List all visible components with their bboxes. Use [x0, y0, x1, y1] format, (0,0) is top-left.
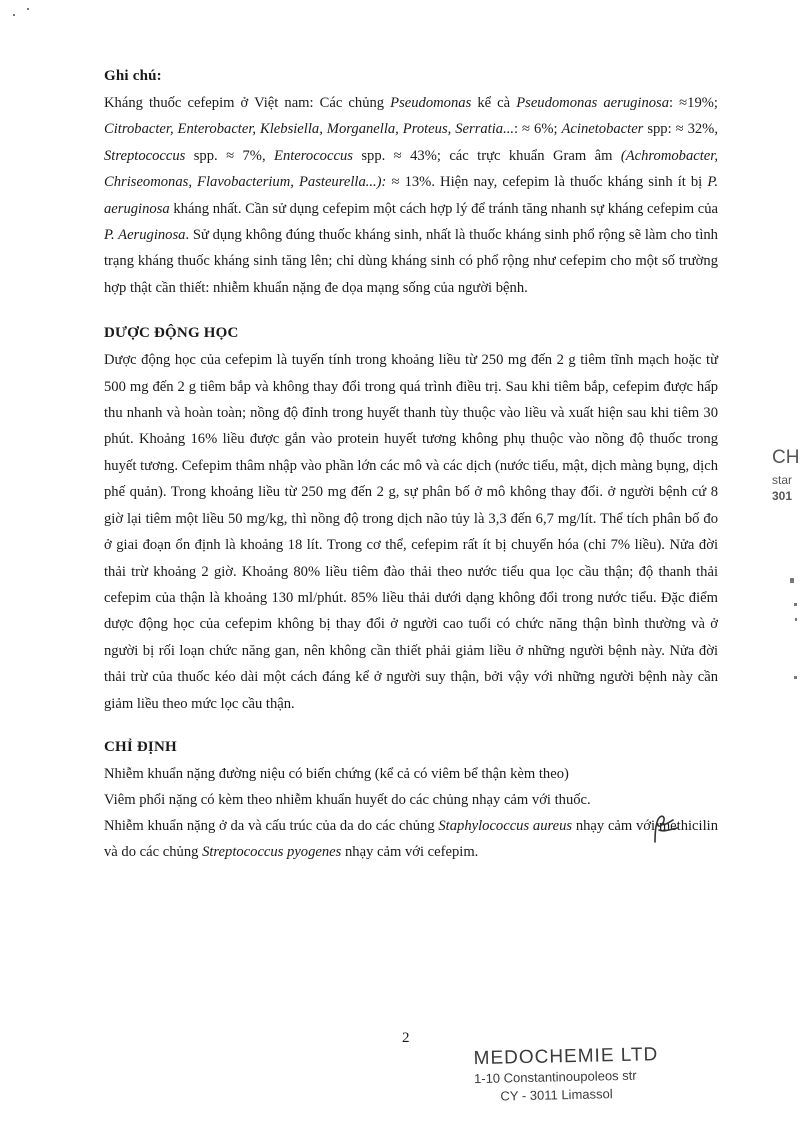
main-content [104, 68, 718, 866]
scan-speck [13, 14, 15, 16]
scan-speck [27, 8, 29, 10]
note-heading: Ghi chú: [104, 68, 162, 84]
side-stamp-line: star [772, 473, 793, 487]
note-paragraph: Kháng thuốc cefepim ở Việt nam: Các chủng Pseudomonas kể cà Pseudomonas aeruginosa: ≈19%; Citrobacter, Enterobacter, Klebsiella, Morganella, Proteus, Serratia...: ≈ 6%; Acinetobacter spp: ≈ 32%, Streptococcus spp. ≈ 7%, Enterococcus spp. ≈ 43%; các trực khuẩn Gram âm (Achromobacter, Chriseomonas, Flavobacterium, Pasteurella...): ≈ 13%. Hiện nay, cefepim là thuốc kháng sinh ít bị P. aeruginosa kháng nhất. Cần sử dụng cefepim một cách hợp lý để tránh tăng nhanh sự kháng cefepim của P. Aeruginosa. Sử dụng không đúng thuốc kháng sinh, nhất là thuốc kháng sinh phổ rộng sẽ làm cho tình trạng kháng thuốc kháng sinh tăng lên; chỉ dùng kháng sinh có phổ rộng như cefepim cho một số trường hợp thật cần thiết: nhiễm khuẩn nặng đe dọa mạng sống của người bệnh. [104, 95, 718, 296]
scan-speck [794, 676, 797, 679]
indication-paragraph: Nhiễm khuẩn nặng ở da và cấu trúc của da do các chủng Staphylococcus aureus nhạy cảm với methicilin và do các chủng Streptococcus pyogenes nhạy cảm với cefepim. [104, 817, 718, 861]
indications-section [104, 739, 718, 866]
indications-heading: CHỈ ĐỊNH [104, 738, 177, 755]
side-stamp-line: CH [772, 447, 800, 468]
company-stamp [473, 1044, 674, 1106]
stamp-address-line: 1-10 Constantinoupoleos str [473, 1067, 637, 1087]
pharmacokinetics-heading: DƯỢC ĐỘNG HỌC [104, 325, 239, 342]
stamp-company-name: MEDOCHEMIE LTD [473, 1044, 659, 1070]
page-number: 2 [402, 1030, 410, 1046]
note-section [104, 68, 718, 301]
stamp-address-line: CY - 3011 Limassol [500, 1086, 613, 1104]
scan-speck [790, 578, 794, 583]
indication-line: Nhiễm khuẩn nặng đường niệu có biến chứng (kể cả có viêm bể thận kèm theo) [104, 765, 569, 782]
signature-mark [647, 812, 681, 846]
side-stamp [772, 447, 799, 504]
scan-speck [794, 603, 797, 606]
pharmacokinetics-paragraph: Dược động học của cefepim là tuyến tính trong khoảng liều từ 250 mg đến 2 g tiêm tĩnh mạch hoặc từ 500 mg đến 2 g tiêm bắp và không thay đổi trong quá trình điều trị. Sau khi tiêm bắp, cefepim được hấp thu nhanh và hoàn toàn; nồng độ đỉnh trong huyết thanh tùy thuộc vào liều và xuất hiện sau khi tiêm 30 phút. Khoảng 16% liều được gắn vào protein huyết tương không phụ thuộc vào nồng độ thuốc trong huyết tương. Cefepim thâm nhập vào phần lớn các mô và các dịch (nước tiểu, mật, dịch màng bụng, dịch phế quản). Trong khoảng liều từ 250 mg đến 2 g, sự phân bố ở mô không thay đổi. ở người bệnh cứ 8 giờ lại tiêm một liều 50 mg/kg, thì nồng độ trong dịch não tủy là 3,3 đến 6,7 mg/lít. Thể tích phân bố đo ở giai đoạn ổn định là khoảng 18 lít. Trong cơ thể, cefepim rất ít bị chuyển hóa (chỉ 7% liều). Nửa đời thải trừ khoảng 2 giờ. Khoảng 80% liều tiêm đào thải theo nước tiểu qua lọc cầu thận; độ thanh thải cefepim của thận là khoảng 130 ml/phút. 85% liều thải dưới dạng không đổi trong nước tiểu. Đặc điểm dược động học của cefepim không bị thay đổi ở người cao tuổi có chức năng thận bình thường và ở người bị rối loạn chức năng gan, nên không cần thiết phải giảm liều ở những người bệnh này. Nửa đời thải trừ của thuốc kéo dài một cách đáng kể ở người suy thận, bởi vậy với những người bệnh này cần giảm liều theo mức lọc cầu thận. [104, 352, 718, 712]
indication-line: Viêm phổi nặng có kèm theo nhiễm khuẩn huyết do các chủng nhạy cảm với thuốc. [104, 791, 591, 808]
scan-speck [795, 618, 797, 621]
side-stamp-line: 301 [772, 489, 793, 503]
pharmacokinetics-section [104, 325, 718, 717]
